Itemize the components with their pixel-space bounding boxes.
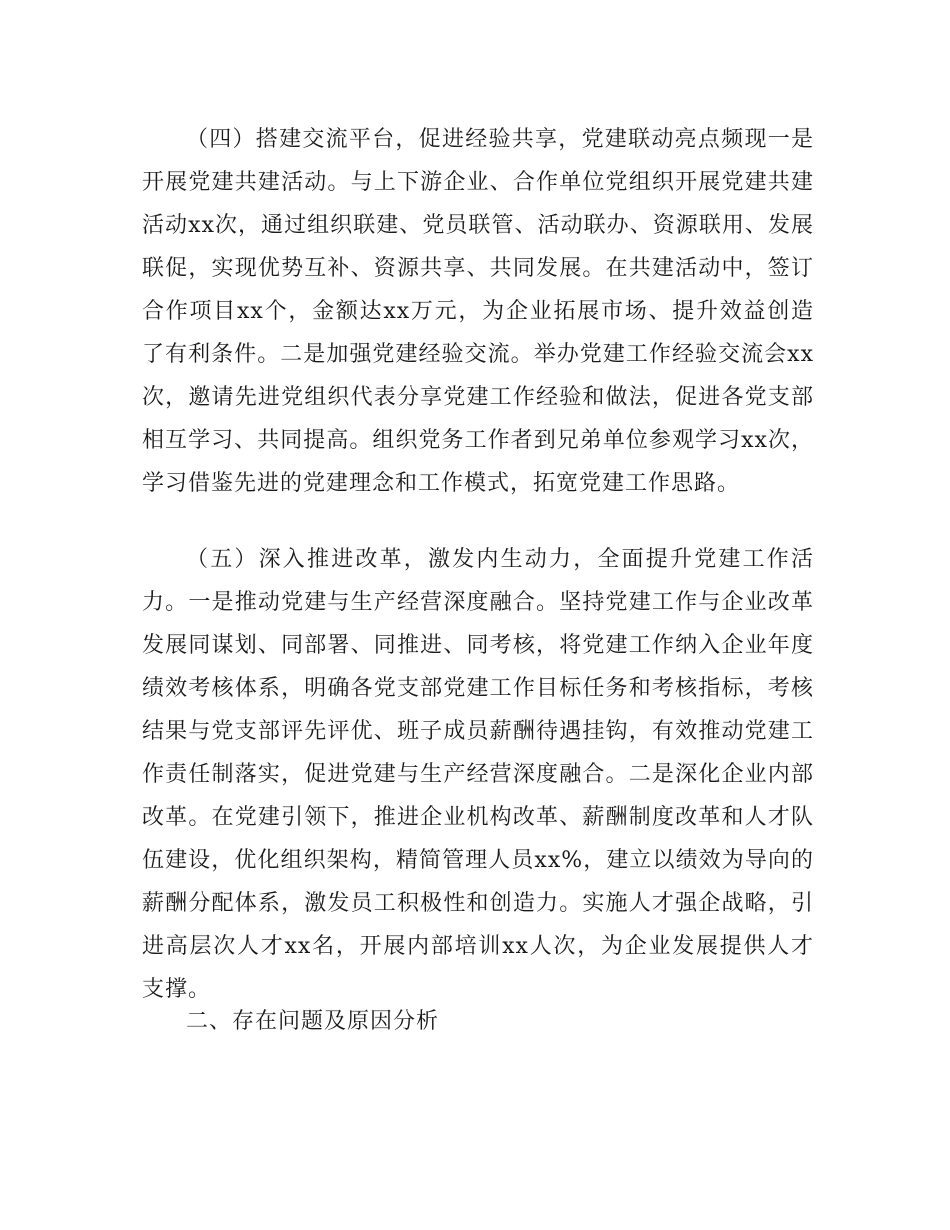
paragraph-section-5: （五）深入推进改革，激发内生动力，全面提升党建工作活力。一是推动党建与生产经营深度融合。坚持党建工作与企业改革发展同谋划、同部署、同推进、同考核，将党建工作纳入企业年度绩效考核体系，明确各党支部党建工作目标任务和考核指标，考核结果与党支部评先评优、班子成员薪酬待遇挂钩，有效推动党建工作责任制落实，促进党建与生产经营深度融合。二是深化企业内部改革。在党建引领下，推进企业机构改革、薪酬制度改革和人才队伍建设，优化组织架构，精简管理人员xx%，建立以绩效为导向的薪酬分配体系，激发员工积极性和创造力。实施人才强企战略，引进高层次人才xx名，开展内部培训xx人次，为企业发展提供人才支撑。 <box>142 547 814 1002</box>
paragraph-section-4: （四）搭建交流平台，促进经验共享，党建联动亮点频现一是开展党建共建活动。与上下游企业、合作单位党组织开展党建共建活动xx次，通过组织联建、党员联管、活动联办、资源联用、发展联促，实现优势互补、资源共享、共同发展。在共建活动中，签订合作项目xx个，金额达xx万元，为企业拓展市场、提升效益创造了有利条件。二是加强党建经验交流。举办党建工作经验交流会xx次，邀请先进党组织代表分享党建工作经验和做法，促进各党支部相互学习、共同提高。组织党务工作者到兄弟单位参观学习xx次，学习借鉴先进的党建理念和工作模式，拓宽党建工作思路。 <box>142 127 814 496</box>
section-heading: 二、存在问题及原因分析 <box>186 1009 440 1034</box>
